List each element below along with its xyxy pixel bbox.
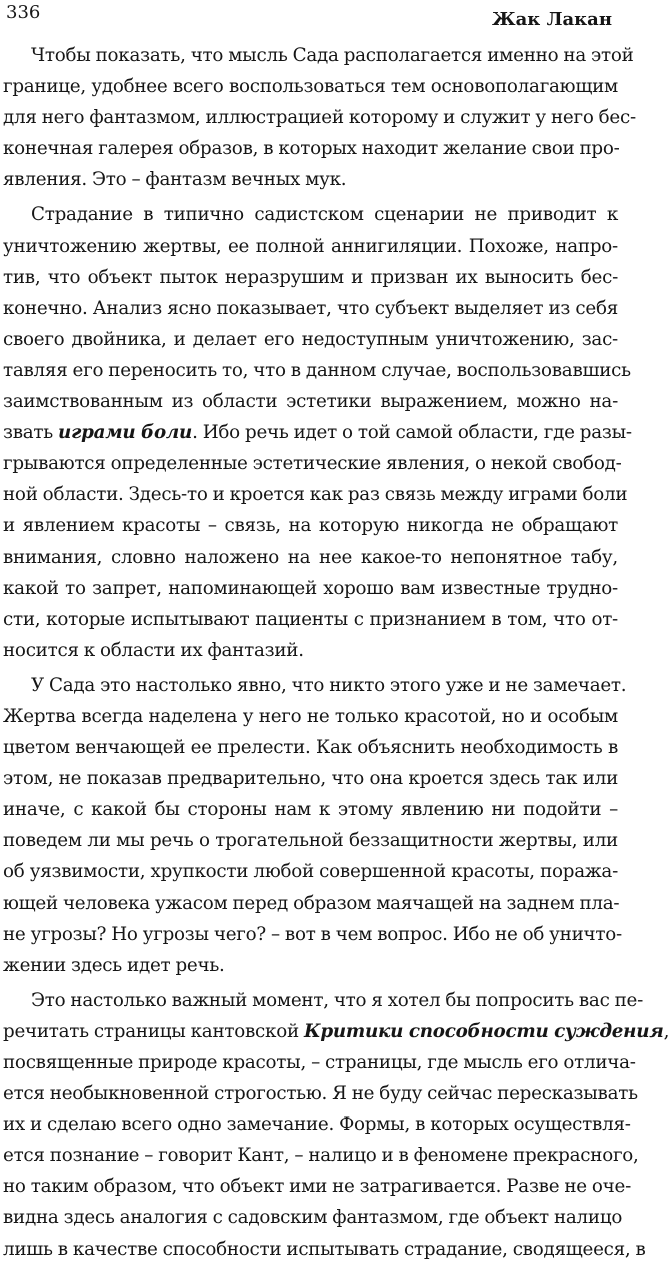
text-run: и явлением красоты – связь, на которую никогда не обращают: [3, 515, 618, 537]
text-line: [3, 670, 627, 701]
text-line: [3, 355, 631, 386]
text-line: [3, 1202, 623, 1233]
text-line: [3, 199, 618, 230]
text-run: для него фантазмом, иллюстрацией которому и служит у него бес-: [3, 107, 636, 129]
text-run: ется познание – говорит Кант, – налицо и в феномене прекрасного,: [3, 1145, 639, 1167]
text-line: [3, 950, 618, 981]
text-line: [3, 448, 622, 479]
text-run: внимания, словно наложено на нее какое-то непонятное табу,: [3, 546, 618, 568]
text-run: уничтожению жертвы, ее полной аннигиляции. Похоже, напро-: [3, 235, 618, 257]
text-run: какой то запрет, напоминающей хорошо вам известные трудно-: [3, 577, 618, 599]
text-line: [3, 510, 618, 541]
text-line: [3, 825, 618, 856]
text-line: [3, 1078, 638, 1109]
text-run: лишь в качестве способности испытывать страдание, сводящееся, в: [3, 1238, 646, 1260]
text-line: [3, 1109, 631, 1140]
text-run: иначе, с какой бы стороны нам к этому явлению ни подойти –: [3, 799, 618, 821]
text-line: [3, 71, 618, 102]
text-run: их и сделаю всего одно замечание. Формы, в которых осуществля-: [3, 1114, 631, 1136]
text-line: [3, 635, 618, 666]
text-line: [3, 763, 618, 794]
text-run: У Сада это настолько явно, что никто этого уже и не замечает.: [31, 674, 627, 696]
text-run: границе, удобнее всего воспользоваться тем основополагающим: [3, 76, 618, 98]
text-run: конечно. Анализ ясно показывает, что субъект выделяет из себя: [3, 297, 618, 319]
text-run: звать: [3, 422, 59, 444]
text-run: тив, что объект пыток неразрушим и призван их выносить бес-: [3, 266, 618, 288]
paragraph: [3, 985, 669, 1265]
text-line: [3, 386, 618, 417]
text-run: конечная галерея образов, в которых находит желание свои про-: [3, 138, 620, 160]
text-line: [3, 40, 634, 71]
text-line: [3, 479, 628, 510]
text-run: но таким образом, что объект ими не затрагивается. Разве не оче-: [3, 1176, 631, 1198]
text-line: [3, 231, 618, 262]
text-line: [3, 164, 618, 195]
text-run: ной области. Здесь-то и кроется как раз связь между играми боли: [3, 484, 628, 506]
text-run: Чтобы показать, что мысль Сада располагается именно на этой: [31, 45, 634, 66]
page-header: [6, 0, 612, 36]
text-run: речитать страницы кантовской: [3, 1020, 304, 1042]
text-run: тавляя его переносить то, что в данном случае, воспользовавшись: [3, 359, 631, 381]
text-line: [3, 1171, 631, 1202]
body-text: [3, 40, 669, 1265]
text-run: Это настолько важный момент, что я хотел бы попросить вас пе-: [31, 989, 644, 1011]
text-line: [3, 794, 618, 825]
text-line: [3, 701, 618, 732]
emphasis-term: играми боли: [58, 422, 193, 444]
text-line: [3, 985, 644, 1016]
text-line: [3, 856, 618, 887]
text-run: Страдание в типично садистском сценарии не приводит к: [31, 204, 618, 226]
text-run: не угрозы? Но угрозы чего? – вот в чем вопрос. Ибо не об уничто-: [3, 923, 622, 945]
text-run: Жертва всегда наделена у него не только красотой, но и особым: [3, 705, 618, 727]
text-run: этом, не показав предварительно, что она кроется здесь так или: [3, 768, 618, 790]
text-line: [3, 604, 618, 635]
running-head-author: Жак Лакан: [492, 9, 612, 30]
text-line: [3, 732, 618, 763]
text-run: . Ибо речь идет о той самой области, где разы-: [192, 422, 632, 444]
text-line: [3, 1016, 669, 1047]
text-run: ется необыкновенной строгостью. Я не буду сейчас пересказывать: [3, 1083, 638, 1105]
text-run: заимствованным из области эстетики выражением, можно на-: [3, 391, 618, 413]
text-run: явления. Это – фантазм вечных мук.: [3, 169, 347, 191]
text-line: [3, 573, 618, 604]
text-line: [3, 1047, 636, 1078]
text-run: видна здесь аналогия с садовским фантазмом, где объект налицо: [3, 1207, 623, 1229]
page-number: 336: [6, 2, 41, 23]
text-run: своего двойника, и делает его недоступным уничтожению, зас-: [3, 328, 618, 350]
text-line: [3, 1234, 646, 1265]
text-run: ющей человека ужасом перед образом маячащей на заднем пла-: [3, 892, 620, 914]
text-run: сти, которые испытывают пациенты с признанием в том, что от-: [3, 608, 618, 630]
text-run: ,: [663, 1020, 669, 1042]
text-run: жении здесь идет речь.: [3, 954, 225, 976]
text-line: [3, 324, 618, 355]
book-title-italic: Критики способности суждения: [303, 1020, 664, 1042]
text-line: [3, 888, 618, 919]
text-run: об уязвимости, хрупкости любой совершенной красоты, поража-: [3, 861, 618, 883]
text-line: [3, 262, 618, 293]
paragraph: [3, 670, 627, 981]
text-line: [3, 102, 636, 133]
text-line: [3, 133, 618, 164]
text-line: [3, 1140, 639, 1171]
text-run: посвященные природе красоты, – страницы, где мысль его отлича-: [3, 1052, 636, 1073]
text-run: поведем ли мы речь о трогательной беззащитности жертвы, или: [3, 830, 618, 852]
text-run: носится к области их фантазий.: [3, 639, 304, 661]
text-run: цветом венчающей ее прелести. Как объяснить необходимость в: [3, 737, 618, 759]
paragraph: [3, 199, 632, 665]
text-line: [3, 417, 632, 448]
paragraph: [3, 40, 636, 195]
text-line: [3, 293, 618, 324]
text-line: [3, 542, 618, 573]
text-line: [3, 919, 622, 950]
text-run: грываются определенные эстетические явления, о некой свобод-: [3, 453, 622, 475]
